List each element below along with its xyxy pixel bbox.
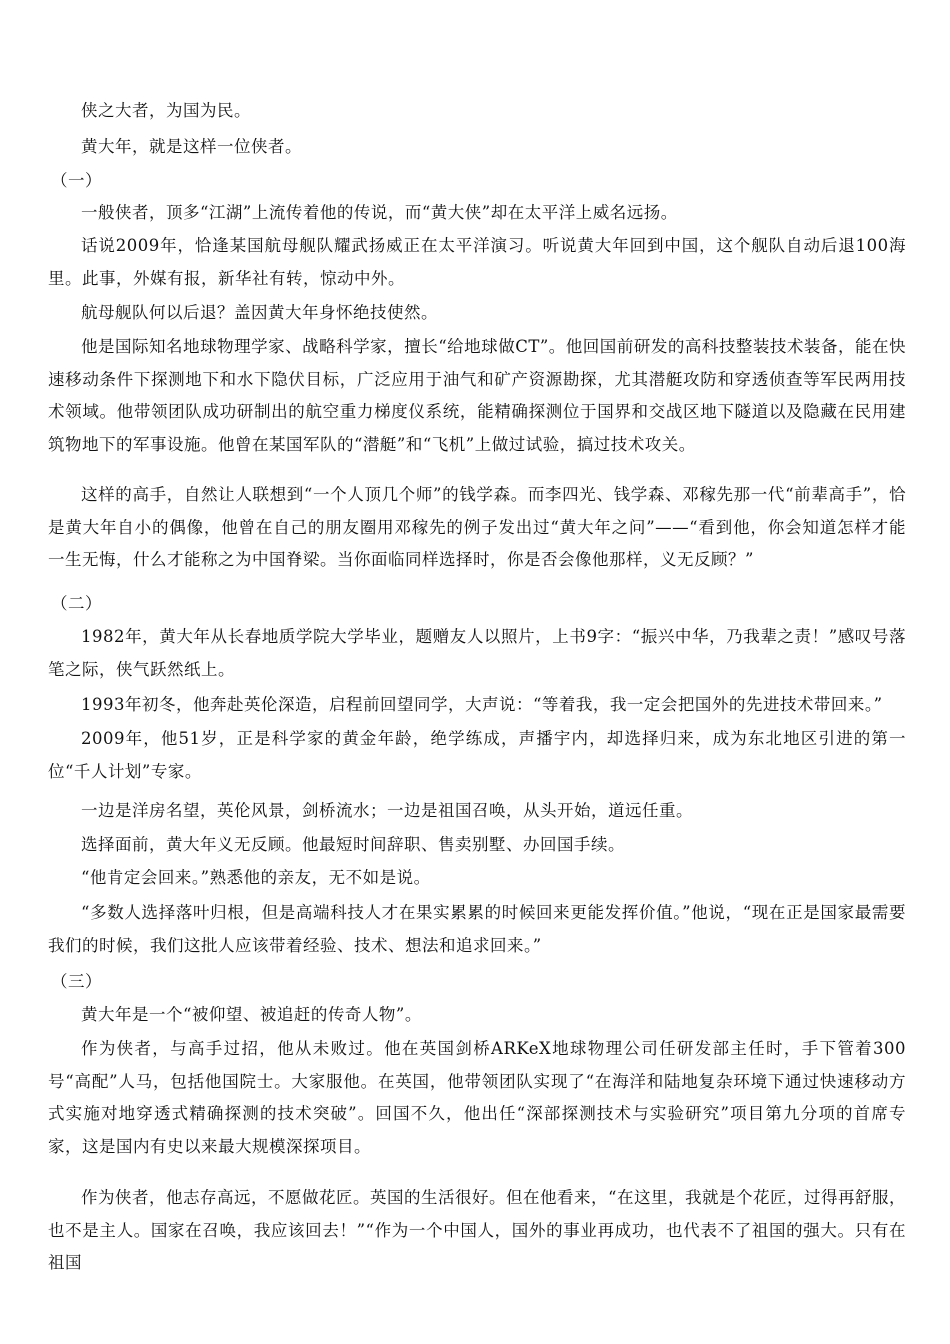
paragraph-1: 侠之大者，为国为民。 (81, 101, 251, 120)
paragraph-9: 1993年初冬，他奔赴英伦深造，启程前回望同学，大声说：“等着我，我一定会把国外的先进技术带回来。” (81, 695, 883, 714)
section-heading-2: （二） (51, 594, 102, 613)
paragraph-4: 话说2009年，恰逢某国航母舰队耀武扬威正在太平洋演习。听说黄大年回到中国，这个舰队自动后退100海里。此事，外媒有报，新华社有转，惊动中外。 (48, 236, 906, 288)
paragraph-3: 一般侠者，顶多“江湖”上流传着他的传说，而“黄大侠”却在太平洋上威名远扬。 (81, 203, 678, 222)
paragraph-16: 作为侠者，与高手过招，他从未败过。他在英国剑桥ARKeX地球物理公司任研发部主任时，手下管着300号“高配”人马，包括他国院士。大家服他。在英国，他带领团队实现了“在海洋和陆地复杂环境下通过快速移动方式实施对地穿透式精确探测的技术突破”。回国不久，他出任“深部探测技术与实验研究”项目第九分项的首席专家，这是国内有史以来最大规模深探项目。 (48, 1039, 906, 1156)
paragraph-8: 1982年，黄大年从长春地质学院大学毕业，题赠友人以照片，上书9字：“振兴中华，乃我辈之责！”感叹号落笔之际，侠气跃然纸上。 (48, 627, 906, 679)
paragraph-7: 这样的高手，自然让人联想到“一个人顶几个师”的钱学森。而李四光、钱学森、邓稼先那一代“前辈高手”，恰是黄大年自小的偶像，他曾在自己的朋友圈用邓稼先的例子发出过“黄大年之问”——“看到他，你会知道怎样才能一生无悔，什么才能称之为中国脊梁。当你面临同样选择时，你是否会像他那样，义无反顾？” (48, 485, 906, 569)
paragraph-5: 航母舰队何以后退？盖因黄大年身怀绝技使然。 (81, 303, 438, 322)
paragraph-10: 2009年，他51岁，正是科学家的黄金年龄，绝学练成，声播宇内，却选择归来，成为东北地区引进的第一位“千人计划”专家。 (48, 729, 906, 781)
paragraph-12: 选择面前，黄大年义无反顾。他最短时间辞职、售卖别墅、办回国手续。 (81, 835, 625, 854)
paragraph-6: 他是国际知名地球物理学家、战略科学家，擅长“给地球做CT”。他回国前研发的高科技整装技术装备，能在快速移动条件下探测地下和水下隐伏目标，广泛应用于油气和矿产资源勘探，尤其潜艇攻防和穿透侦查等军民两用技术领域。他带领团队成功研制出的航空重力梯度仪系统，能精确探测位于国界和交战区地下隧道以及隐藏在民用建筑物地下的军事设施。他曾在某国军队的“潜艇”和“飞机”上做过试验，搞过技术攻关。 (48, 337, 906, 454)
paragraph-11: 一边是洋房名望，英伦风景，剑桥流水；一边是祖国召唤，从头开始，道远任重。 (81, 801, 693, 820)
paragraph-2: 黄大年，就是这样一位侠者。 (81, 137, 302, 156)
paragraph-17: 作为侠者，他志存高远，不愿做花匠。英国的生活很好。但在他看来，“在这里，我就是个花匠，过得再舒服，也不是主人。国家在召唤，我应该回去！”“作为一个中国人，国外的事业再成功，也代表不了祖国的强大。只有在祖国 (48, 1188, 906, 1272)
paragraph-13: “他肯定会回来。”熟悉他的亲友，无不如是说。 (81, 868, 431, 887)
paragraph-15: 黄大年是一个“被仰望、被追赶的传奇人物”。 (81, 1005, 422, 1024)
paragraph-14: “多数人选择落叶归根，但是高端科技人才在果实累累的时候回来更能发挥价值。”他说，“现在正是国家最需要我们的时候，我们这批人应该带着经验、技术、想法和追求回来。” (48, 903, 906, 955)
section-heading-1: （一） (51, 171, 102, 190)
section-heading-3: （三） (51, 972, 102, 991)
